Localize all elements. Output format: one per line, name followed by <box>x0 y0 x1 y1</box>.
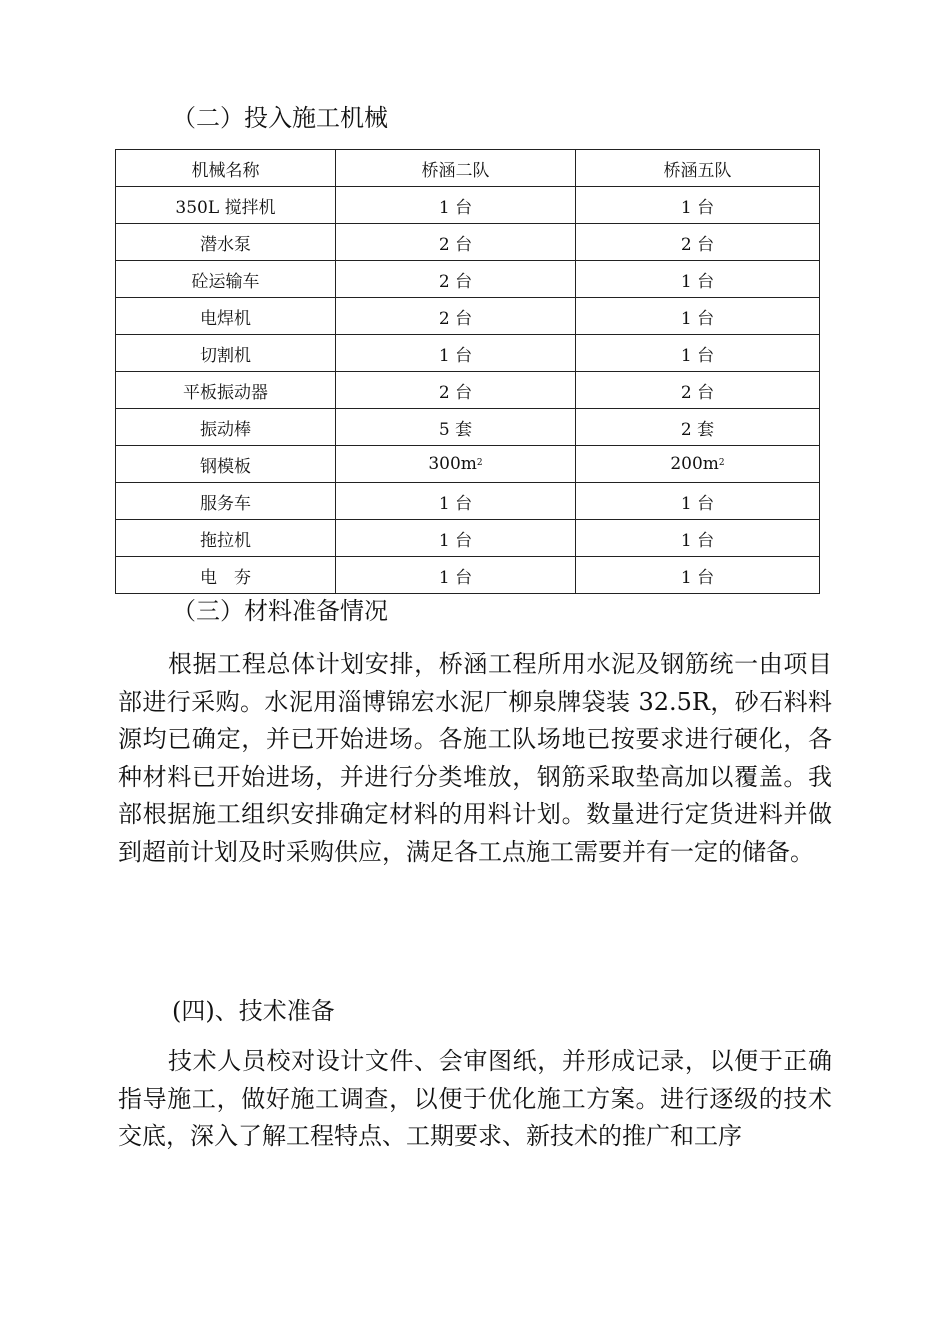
section-heading-machinery: （二）投入施工机械 <box>172 104 388 132</box>
team-2-count-cell: 2 台 <box>336 298 576 335</box>
header-machine-name: 机械名称 <box>116 150 336 187</box>
machine-name-cell: 潜水泵 <box>116 224 336 261</box>
team-2-count-cell: 5 套 <box>336 409 576 446</box>
team-5-count-cell: 1 台 <box>576 520 820 557</box>
section-heading-materials: （三）材料准备情况 <box>172 597 388 625</box>
unit-superscript: 2 <box>718 458 725 468</box>
team-5-count-cell: $200m^2$ <box>576 446 820 483</box>
section-heading-technical: (四)、技术准备 <box>172 997 335 1025</box>
team-5-count-cell: 1 台 <box>576 261 820 298</box>
team-5-count-cell: 2 套 <box>576 409 820 446</box>
machinery-table <box>115 149 820 594</box>
table-row <box>116 261 820 298</box>
machine-name-cell: 砼运输车 <box>116 261 336 298</box>
machine-name-cell: 拖拉机 <box>116 520 336 557</box>
materials-paragraph: 根据工程总体计划安排，桥涵工程所用水泥及钢筋统一由项目部进行采购。水泥用淄博锦宏水泥厂柳泉牌袋装 32.5R，砂石料料源均已确定，并已开始进场。各施工队场地已按要求进行硬化，各种材料已开始进场，并进行分类堆放，钢筋采取垫高加以覆盖。我部根据施工组织安排确定材料的用料计划。数量进行定货进料并做到超前计划及时采购供应，满足各工点施工需要并有一定的储备。 <box>118 650 832 866</box>
machine-name-cell: 350L 搅拌机 <box>116 187 336 224</box>
team-5-count-cell: 1 台 <box>576 483 820 520</box>
table-row <box>116 483 820 520</box>
team-2-count-cell: 1 台 <box>336 335 576 372</box>
team-5-count-cell: 1 台 <box>576 557 820 594</box>
table-row <box>116 224 820 261</box>
table-row <box>116 372 820 409</box>
unit-superscript: 2 <box>476 458 483 468</box>
table-row <box>116 187 820 224</box>
team-5-count-cell: 2 台 <box>576 372 820 409</box>
team-5-count-cell: 1 台 <box>576 335 820 372</box>
machine-name-cell: 电焊机 <box>116 298 336 335</box>
technical-paragraph: 技术人员校对设计文件、会审图纸，并形成记录，以便于正确指导施工，做好施工调查，以便于优化施工方案。进行逐级的技术交底，深入了解工程特点、工期要求、新技术的推广和工序 <box>118 1047 832 1150</box>
team-2-count-cell: 2 台 <box>336 224 576 261</box>
team-2-count-cell: 2 台 <box>336 261 576 298</box>
machine-name-cell: 平板振动器 <box>116 372 336 409</box>
table-row <box>116 446 820 483</box>
machine-name-cell: 电 夯 <box>116 557 336 594</box>
header-team-5: 桥涵五队 <box>576 150 820 187</box>
table-row <box>116 298 820 335</box>
machine-name-cell: 服务车 <box>116 483 336 520</box>
header-team-2: 桥涵二队 <box>336 150 576 187</box>
table-header-row <box>116 150 820 187</box>
table-row <box>116 557 820 594</box>
team-2-count-cell: 1 台 <box>336 520 576 557</box>
machine-name-cell: 钢模板 <box>116 446 336 483</box>
team-2-count-cell: 1 台 <box>336 187 576 224</box>
team-2-count-cell: 1 台 <box>336 557 576 594</box>
team-5-count-cell: 1 台 <box>576 187 820 224</box>
table-row <box>116 409 820 446</box>
team-2-count-cell: $300m^2$ <box>336 446 576 483</box>
table-row <box>116 335 820 372</box>
team-5-count-cell: 1 台 <box>576 298 820 335</box>
table-row <box>116 520 820 557</box>
machine-name-cell: 切割机 <box>116 335 336 372</box>
team-5-count-cell: 2 台 <box>576 224 820 261</box>
team-2-count-cell: 2 台 <box>336 372 576 409</box>
team-2-count-cell: 1 台 <box>336 483 576 520</box>
machine-name-cell: 振动棒 <box>116 409 336 446</box>
